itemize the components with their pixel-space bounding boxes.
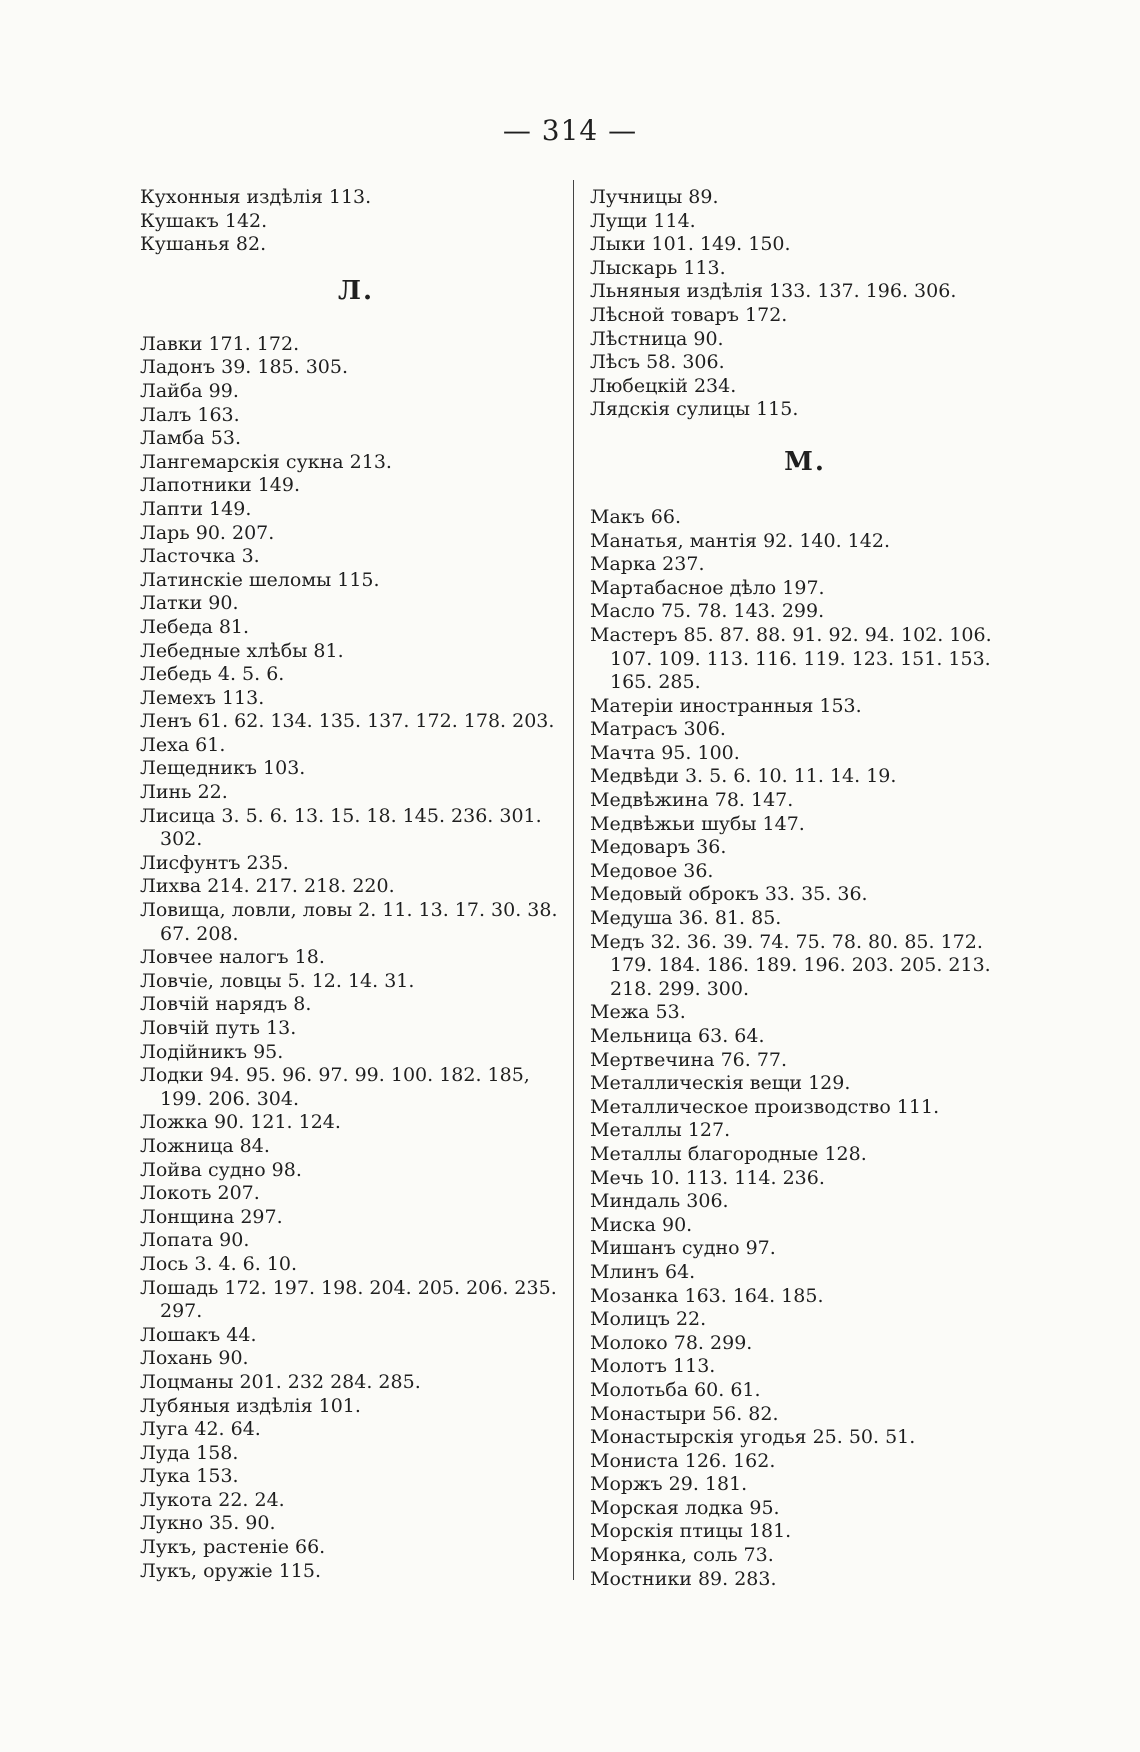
index-entry: Медовый оброкъ 33. 35. 36. [590,883,868,906]
index-entry: Лавки 171. 172. [140,332,300,355]
index-entry: Ложка 90. 121. 124. [140,1111,341,1134]
index-entry: Лѣсъ 58. 306. [590,351,725,374]
index-entry: Лукота 22. 24. [140,1488,285,1511]
index-entry: Мертвечина 76. 77. [590,1048,788,1071]
index-entry: Лыскарь 113. [590,256,726,279]
letter-heading-l: Л. [337,275,375,306]
index-entry: Кухонныя издѣлія 113. [140,186,372,208]
index-entry: Молотъ 113. [590,1355,716,1378]
index-entry: Металлы 127. [590,1119,731,1142]
index-entry: Лядскія сулицы 115. [590,398,799,421]
index-entry: Латинскіе шеломы 115. [140,568,380,591]
index-entry: Монастыри 56. 82. [590,1402,779,1425]
right-column [590,186,1020,1591]
index-entry: Ласточка 3. [140,545,260,568]
index-entry: Лошакъ 44. [140,1323,257,1346]
index-entry: Мозанка 163. 164. 185. [590,1284,824,1307]
index-entry: Лукно 35. 90. [140,1512,276,1535]
index-entry: Лебедь 4. 5. 6. [140,663,285,686]
index-entry: Металлическое производство 111. [590,1095,940,1118]
index-entry: Ламба 53. [140,427,241,450]
index-entry: Монастырскія угодья 25. 50. 51. [590,1426,916,1449]
index-entry: Льняныя издѣлія 133. 137. 196. 306. [590,280,957,303]
index-entry: Леха 61. [140,733,226,756]
index-entry: Лебедные хлѣбы 81. [140,639,344,662]
index-entry: Металлы благородные 128. [590,1142,867,1165]
index-entry: Кушанья 82. [140,233,267,256]
index-entry: Морская лодка 95. [590,1496,780,1519]
index-entry: Латки 90. [140,592,239,615]
index-entry: Лисфунтъ 235. [140,851,289,874]
index-entry: Ларь 90. 207. [140,521,275,544]
left-column [140,186,572,1583]
index-entry: Ловища, ловли, ловы 2. 11. 13. 17. 30. 38. 67. 208. [140,899,558,945]
index-entry: Миска 90. [590,1213,693,1236]
index-entry: Лалъ 163. [140,403,240,426]
index-entry: Лихва 214. 217. 218. 220. [140,875,395,898]
index-entry: Лодійникъ 95. [140,1040,284,1063]
index-entry: Медовое 36. [590,859,714,882]
index-entry: Локоть 207. [140,1182,260,1205]
index-entry: Лещедникъ 103. [140,757,306,780]
index-entry: Ладонъ 39. 185. 305. [140,356,349,379]
index-entry: Лапотники 149. [140,474,301,497]
index-entry: Морянка, соль 73. [590,1544,774,1567]
index-entry: Лангемарскія сукна 213. [140,450,392,473]
index-entry: Макъ 66. [590,505,682,528]
index-entry: Ленъ 61. 62. 134. 135. 137. 172. 178. 203. [140,710,555,733]
index-entry: Ловчій путь 13. [140,1017,297,1039]
index-entry: Ловчее налогъ 18. [140,946,325,969]
index-entry: Масло 75. 78. 143. 299. [590,600,825,623]
index-entry: Межа 53. [590,1001,686,1024]
index-entry: Моржъ 29. 181. [590,1473,748,1496]
index-entry: Матрасъ 306. [590,718,726,741]
index-entry: Лука 153. [140,1465,239,1488]
index-entry: Лукъ, оружіе 115. [140,1559,322,1582]
index-entry: Матеріи иностранныя 153. [590,694,862,717]
index-entry: Медоваръ 36. [590,836,727,859]
index-entry: Мартабасное дѣло 197. [590,576,825,599]
letter-heading-m: М. [784,446,826,477]
index-entry: Лоцманы 201. 232 284. 285. [140,1370,421,1393]
index-entry: Марка 237. [590,553,705,576]
index-entry: Лопата 90. [140,1229,250,1252]
index-entry: Млинъ 64. [590,1260,696,1283]
index-entry: Мечь 10. 113. 114. 236. [590,1166,825,1189]
index-entry: Лучницы 89. [590,186,719,208]
index-entry: Лайба 99. [140,379,239,402]
index-entry: Молотьба 60. 61. [590,1378,761,1401]
index-entry: Молицъ 22. [590,1308,707,1331]
index-entry: Лисица 3. 5. 6. 13. 15. 18. 145. 236. 301. 302. [140,804,542,851]
index-entry: Ловчій нарядъ 8. [140,993,312,1016]
index-entry: Манатья, мантія 92. 140. 142. [590,529,890,552]
index-entry: Кушакъ 142. [140,209,268,232]
index-entry: Металлическія вещи 129. [590,1072,851,1095]
index-entry: Любецкій 234. [590,374,737,397]
index-entry: Лойва судно 98. [140,1158,302,1181]
index-entry: Мастеръ 85. 87. 88. 91. 92. 94. 102. 106. 107. 109. 113. 116. 119. 123. 151. 153. 165. 285. [590,623,992,694]
right-main-entries [590,506,1020,1591]
page-number: — 314 — [502,114,638,147]
index-entry: Лѣсной товаръ 172. [590,303,788,326]
index-entry: Луда 158. [140,1441,239,1464]
index-entry: Лодки 94. 95. 96. 97. 99. 100. 182. 185, 199. 206. 304. [140,1064,530,1110]
index-entry: Лапти 149. [140,497,252,520]
index-entry: Миндаль 306. [590,1190,729,1213]
index-entry: Мишанъ судно 97. [590,1237,776,1260]
index-entry: Медвѣжьи шубы 147. [590,812,805,835]
index-entry: Лонщина 297. [140,1205,283,1228]
index-entry: Лебеда 81. [140,615,250,638]
index-entry: Линь 22. [140,781,228,804]
index-entry: Мельница 63. 64. [590,1025,765,1047]
index-entry: Мониста 126. 162. [590,1449,776,1472]
index-entry: Медвѣди 3. 5. 6. 10. 11. 14. 19. [590,765,897,788]
index-entry: Молоко 78. 299. [590,1331,753,1354]
index-entry: Ловчіе, ловцы 5. 12. 14. 31. [140,969,415,992]
index-entry: Луга 42. 64. [140,1418,261,1441]
right-top-entries [590,186,1020,422]
index-entry: Морскія птицы 181. [590,1520,792,1543]
index-entry: Ложница 84. [140,1134,270,1157]
index-entry: Лубяныя издѣлія 101. [140,1394,361,1417]
index-entry: Медуша 36. 81. 85. [590,907,782,930]
index-entry: Мостники 89. 283. [590,1567,777,1590]
index-entry: Лущи 114. [590,209,696,232]
index-entry: Лыки 101. 149. 150. [590,233,791,256]
index-entry: Лошадь 172. 197. 198. 204. 205. 206. 235. 297. [140,1276,557,1323]
index-entry: Лѣстница 90. [590,327,724,350]
index-entry: Медъ 32. 36. 39. 74. 75. 78. 80. 85. 172. 179. 184. 186. 189. 196. 203. 205. 213. 218. 299. 300. [590,930,991,1000]
index-entry: Лось 3. 4. 6. 10. [140,1252,298,1275]
left-top-entries [140,186,572,257]
index-entry: Медвѣжина 78. 147. [590,789,794,812]
index-entry: Лукъ, растеніе 66. [140,1536,326,1559]
index-entry: Лохань 90. [140,1347,249,1370]
column-divider [573,180,574,1580]
index-entry: Мачта 95. 100. [590,741,740,764]
index-entry: Лемехъ 113. [140,686,265,709]
left-main-entries [140,333,572,1583]
